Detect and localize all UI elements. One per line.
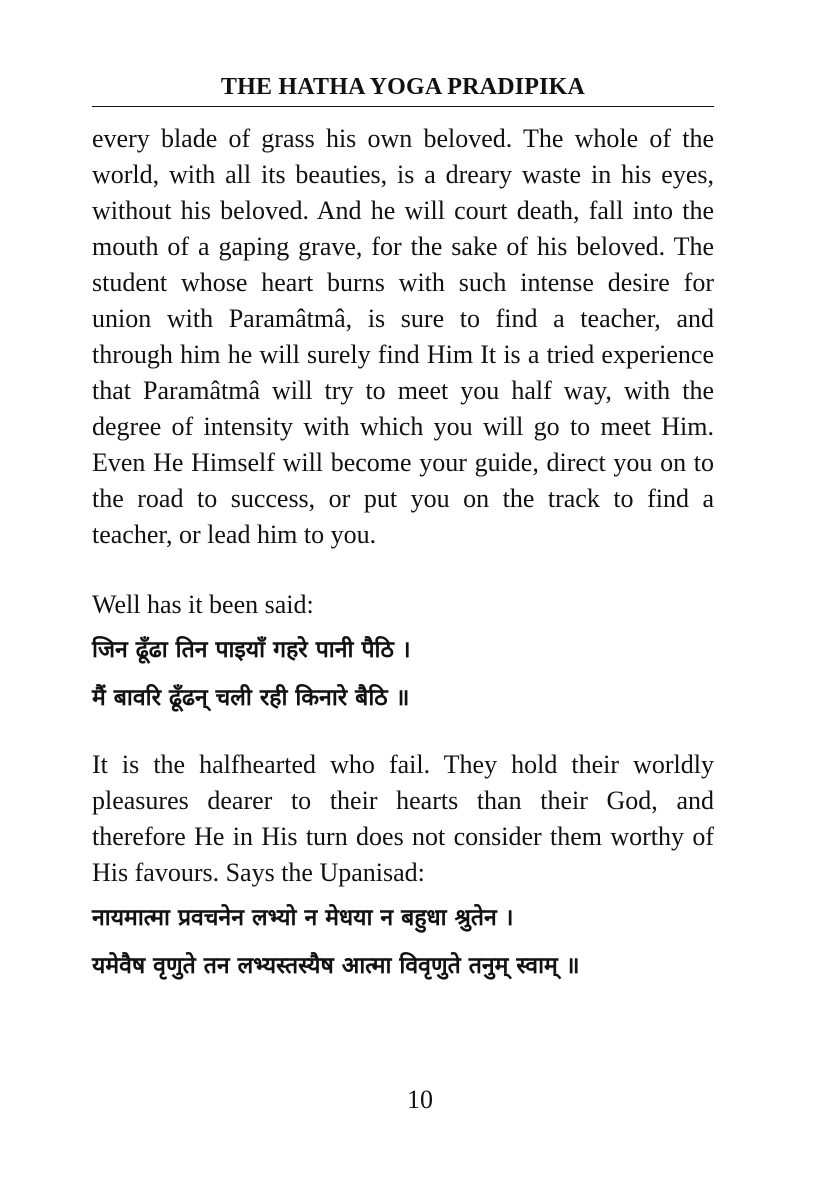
paragraph-well-said: Well has it been said: — [92, 590, 314, 619]
page-number: 10 — [407, 1085, 433, 1114]
hindi-verse-line-2: मैं बावरि ढूँढन् चली रही किनारे बैठि ॥ — [92, 685, 410, 711]
paragraph-beloved: every blade of grass his own beloved. The whole of the world, with all its beauties, is a dreary waste in his eyes, without his beloved. And he will court death, fall into the mouth of a gaping grave, for the sake of his beloved. The student whose heart burns with such intense desire for union with Paramâtmâ, is sure to find a teacher, and through him he will surely find Him It is a tried experience that Paramâtmâ will try to meet you half way, with the degree of intensity with which you will go to meet Him. Even He Himself will become your guide, direct you on to the road to success, or put you on the track to find a teacher, or lead him to you. — [92, 124, 714, 549]
paragraph-halfhearted: It is the halfhearted who fail. They hold their worldly pleasures dearer to their hearts than their God, and therefore He in His turn does not consider them worthy of His favours. Says the Upanisad: — [92, 750, 714, 887]
running-header: THE HATHA YOGA PRADIPIKA — [92, 72, 714, 107]
sanskrit-verse-line-1: नायमात्मा प्रवचनेन लभ्यो न मेधया न बहुधा श्रुतेन । — [92, 905, 514, 931]
page-content — [92, 72, 714, 981]
hindi-verse-line-1: जिन ढूँढा तिन पाइयाँ गहरे पानी पैठि । — [92, 637, 411, 663]
sanskrit-verse-line-2: यमेवैष वृणुते तन लभ्यस्तस्यैष आत्मा विवृणुते तनुम् स्वाम् ॥ — [92, 953, 580, 979]
